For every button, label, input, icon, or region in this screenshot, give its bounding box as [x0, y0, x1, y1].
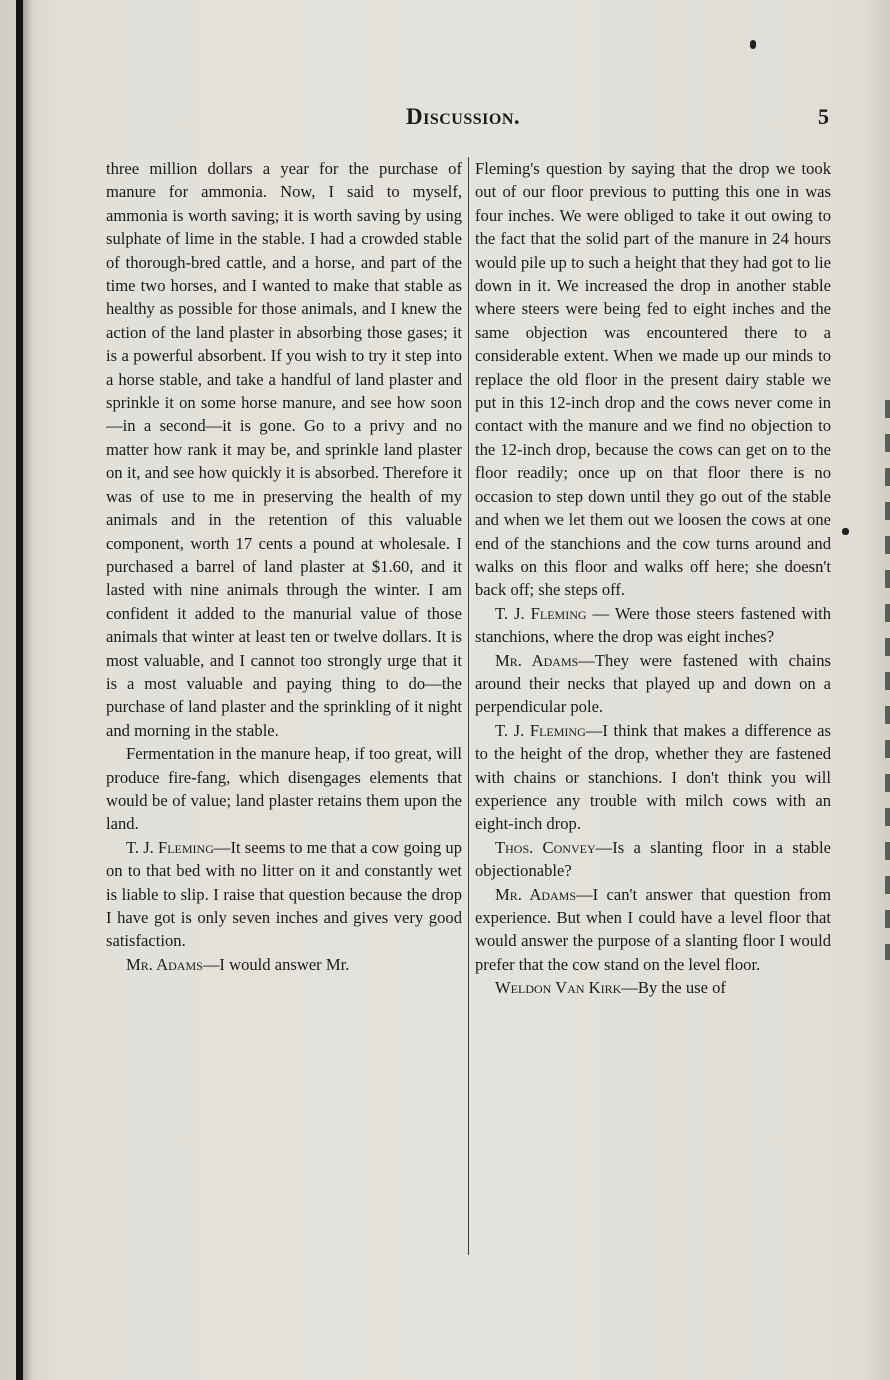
- paragraph-text: Fleming's question by saying that the drop we took out of our floor previous to putting this one in was four inches. We were obliged to take it out owing to the fact that the solid part of the manure in 24 hours would pile up to such a height that they had got to lie down in it. We increased the drop in another stable where steers were being fed to eight inches and the same objection was encountered there to a considerable extent. When we made up our minds to replace the old floor in the present dairy stable we put in this 12-inch drop and the cows never come in contact with the manure and we find no objection to the 12-inch drop, because the cows can get on to the floor readily; once up on that floor there is no occasion to step down until they go out of the stable and when we let them out we loosen the cows at one end of the stanchions and the cow turns around and walks on this floor and walks off here; she doesn't back off; she steps off.: [475, 159, 831, 600]
- paragraph: [475, 836, 831, 883]
- speaker-name: T. J. Fleming: [495, 720, 586, 740]
- paragraph-text: —By the use of: [621, 978, 726, 998]
- speaker-name: T. J. Fleming: [495, 603, 587, 623]
- paragraph-text: — Were those steers fastened with stanchions, where the drop was eight inches?: [475, 603, 831, 647]
- speaker-name: Mr. Adams: [495, 650, 579, 670]
- speaker-name: Thos. Convey: [495, 837, 596, 857]
- right-text-column: [475, 157, 831, 1257]
- paragraph: [475, 602, 831, 649]
- page-edge-marks: [885, 400, 890, 960]
- paragraph-text: Fermentation in the manure heap, if too great, will produce fire-fang, which disengages elements that would be of value; land plaster retains them upon the land.: [106, 744, 462, 834]
- speaker-name: Weldon Van Kirk: [495, 978, 622, 998]
- paragraph-text: —They were fastened with chains around their necks that played up and down on a perpendicular pole.: [475, 650, 831, 717]
- speaker-name: Mr. Adams: [126, 954, 203, 974]
- ink-speck: [842, 528, 849, 535]
- running-head-title: Discussion.: [406, 104, 521, 129]
- paragraph: [106, 836, 462, 953]
- spine-shadow: [23, 0, 33, 1380]
- paragraph-text: —It seems to me that a cow going up on to that bed with no litter on it and constantly wet is liable to slip. I raise that question because the drop I have got is only seven inches and gives very good satisfaction.: [106, 837, 462, 951]
- ink-speck: [750, 40, 756, 49]
- paragraph: [475, 719, 831, 836]
- paragraph-text: —Is a slanting floor in a stable objectionable?: [475, 837, 831, 881]
- paragraph-text: —I can't answer that question from experience. But when I could have a level floor that would answer the purpose of a slanting floor I would prefer that the cow stand on the level floor.: [475, 884, 831, 974]
- continued-paragraph: [106, 157, 462, 742]
- paragraph: [475, 976, 831, 999]
- speaker-name: Mr. Adams: [495, 884, 577, 904]
- paragraph: [475, 883, 831, 977]
- continued-paragraph: [475, 157, 831, 602]
- paragraph-text: —I would answer Mr.: [202, 954, 350, 974]
- page-number: 5: [818, 104, 829, 129]
- paragraph-text: —I think that makes a difference as to the height of the drop, whether they are fastened with chains or stanchions. I don't think you will experience any trouble with milch cows with an eight-inch drop.: [475, 720, 831, 834]
- book-spine-edge: [16, 0, 23, 1380]
- speaker-name: T. J. Fleming: [126, 837, 214, 857]
- paragraph: [106, 953, 462, 976]
- paragraph: [475, 649, 831, 719]
- left-text-column: [106, 157, 462, 1257]
- column-divider: [468, 157, 469, 1255]
- paragraph-text: three million dollars a year for the purchase of manure for ammonia. Now, I said to myself, ammonia is worth saving; it is worth saving by using sulphate of lime in the stable. I had a crowded stable of thorough-bred cattle, and a horse, and part of the time two horses, and I wanted to make that stable as healthy as possible for those animals, and I knew the action of the land plaster in absorbing those gases; it is a powerful absorbent. If you wish to try it step into a horse stable, and take a handful of land plaster and sprinkle it on some horse manure, and see how soon—in a second—it is gone. Go to a privy and no matter how rank it may be, and sprinkle land plaster on it, and see how quickly it is absorbed. Therefore it was of use to me in preserving the health of my animals and in the retention of this valuable component, worth 17 cents a pound at wholesale. I purchased a barrel of land plaster at $1.60, and it lasted with nine animals through the winter. I am confident it added to the manurial value of those animals that winter at least ten or twelve dollars. It is most valuable, and I cannot too strongly urge that it is a most valuable and paying thing to do—the purchase of land plaster and the sprinkling of it night and morning in the stable.: [106, 159, 462, 740]
- paragraph: [106, 742, 462, 836]
